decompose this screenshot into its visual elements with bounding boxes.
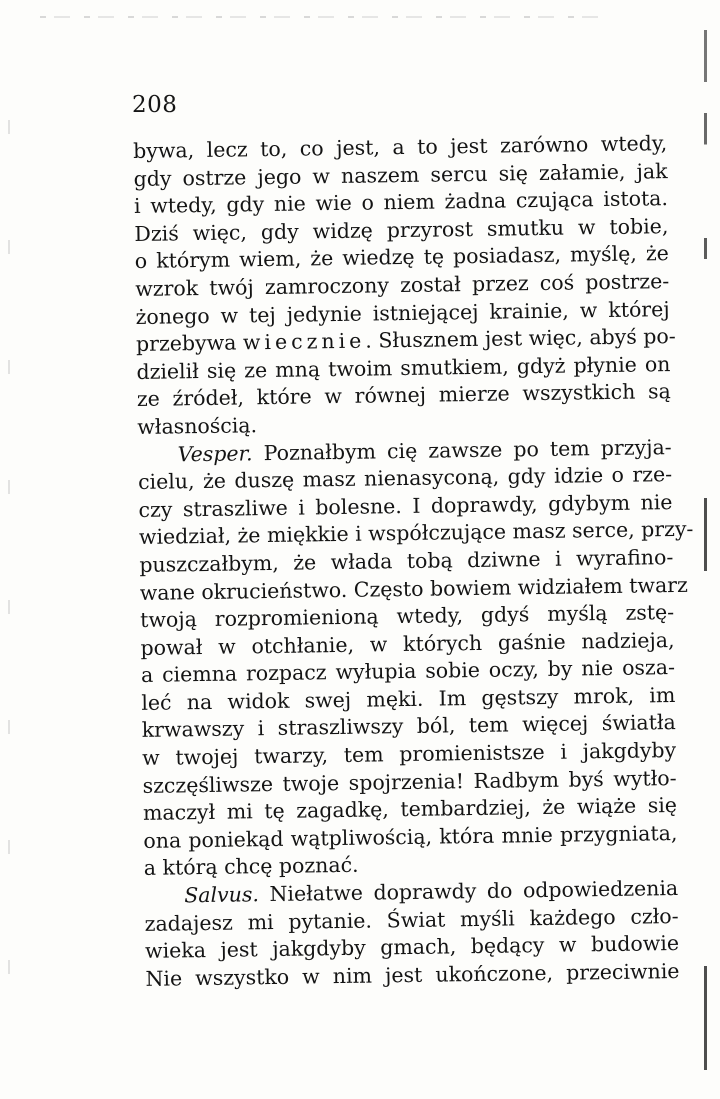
speaker-name: Salvus.	[184, 882, 260, 908]
text-line: maczył mi tę zagadkę, tembardziej, że wiąże się	[142, 793, 678, 826]
text-line: żonego w tej jedynie istniejącej krainie, w której	[135, 296, 670, 329]
text-line: wiedział, że miękkie i współczujące masz serce, przy-	[138, 517, 694, 550]
text-line: ona poniekąd wątpliwością, która mnie przygniata,	[143, 820, 678, 853]
text-line: wane okrucieństwo. Często bowiem widziałem twarz	[139, 572, 688, 605]
spaced-emphasis: wiecznie	[242, 328, 366, 355]
text-line: w twojej twarzy, tem promienistsze i jakgdyby	[142, 738, 677, 770]
text-line: o którym wiem, że wiedzę tę posiadasz, myślę, że	[134, 241, 669, 274]
text-line: własnością.	[137, 413, 258, 439]
page-binding-edge	[704, 30, 707, 1070]
page-left-edge	[8, 120, 10, 1020]
text-line: Nie wszystko w nim jest ukończone, przeciwnie	[145, 958, 680, 991]
text-line: leć na widok swej męki. Im gęstszy mrok, im	[141, 682, 676, 715]
text-fragment: przebywa	[135, 330, 244, 357]
text-line: Dziś więc, gdy widzę przyrost smutku w tobie,	[134, 213, 669, 246]
text-line: ze źródeł, które w równej mierze wszystkich są	[136, 379, 671, 412]
text-line: bywa, lecz to, co jest, a to jest zarówno wtedy,	[133, 131, 668, 163]
text-fragment: Poznałbym cię zawsze po tem przyja-	[252, 434, 672, 465]
text-line: pował w otchłanie, w których gaśnie nadzieja,	[140, 627, 675, 660]
text-line: krwawszy i straszliwszy ból, tem więcej światła	[141, 710, 676, 743]
text-line: a którą chcę poznać.	[143, 853, 359, 881]
text-line: gdy ostrze jego w naszem sercu się załamie, jak	[133, 158, 668, 191]
text-line: zadajesz mi pytanie. Świat myśli każdego czło-	[144, 903, 679, 936]
speaker-name: Vesper.	[177, 440, 253, 466]
text-line: wzrok twój zamroczony został przez coś postrze-	[135, 269, 670, 301]
text-line: a ciemna rozpacz wyłupia sobie oczy, by nie osza-	[140, 655, 676, 688]
text-line: puszczałbym, że włada tobą dziwne i wyrafino-	[139, 544, 674, 577]
text-line: szczęśliwsze twoje spojrzenia! Radbym byś wytło-	[142, 765, 677, 798]
text-line: wieka jest jakgdyby gmach, będący w budowie	[144, 931, 680, 964]
text-line: dzielił się ze mną twoim smutkiem, gdyż płynie on	[136, 351, 671, 384]
text-line: i wtedy, gdy nie wie o niem żadna czująca istota.	[133, 186, 669, 219]
text-line: cielu, że duszę masz nienasyconą, gdy idzie o rze-	[137, 462, 673, 495]
text-line: czy straszliwe i bolesne. I doprawdy, gdybym nie	[138, 489, 673, 522]
body-text	[133, 130, 694, 993]
page-top-edge	[40, 16, 600, 18]
text-fragment: . Słusznem jest więc, abyś po-	[365, 324, 676, 353]
text-line: twoją rozpromienioną wtedy, gdyś myślą zstę-	[139, 600, 675, 633]
text-fragment: Niełatwe doprawdy do odpowiedzenia	[258, 876, 679, 907]
page-number: 208	[132, 92, 178, 118]
